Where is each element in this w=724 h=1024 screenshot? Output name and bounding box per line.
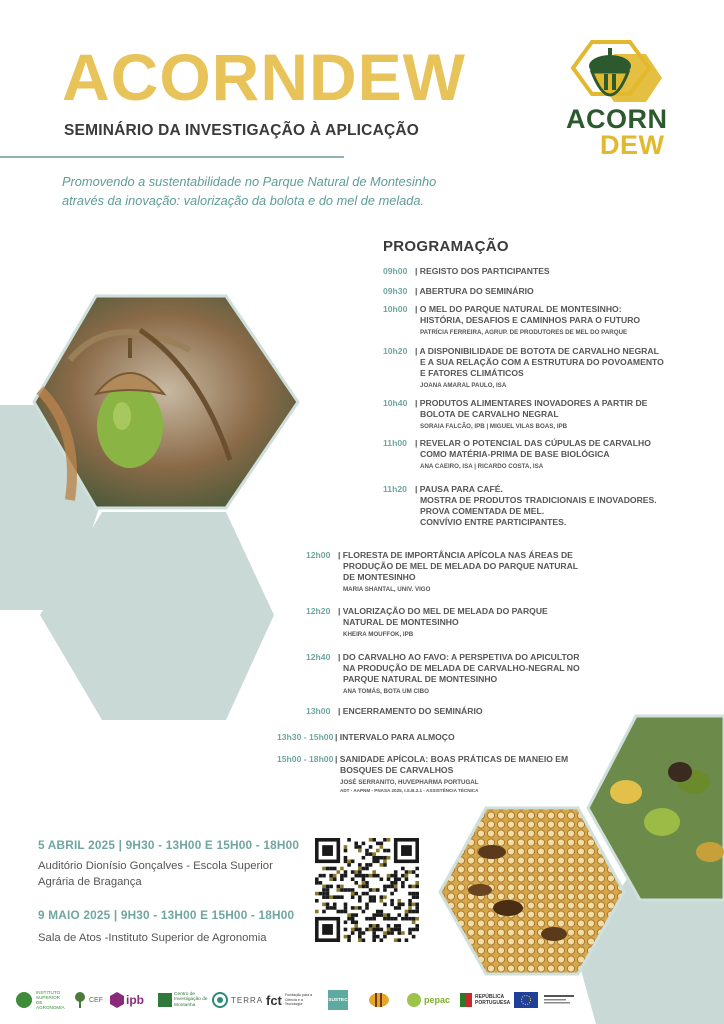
programme-item-title-line: | INTERVALO PARA ALMOÇO bbox=[335, 732, 455, 742]
programme-item-body bbox=[335, 732, 617, 743]
programme-item bbox=[306, 652, 646, 696]
programme-item-time: 15h00 - 18h00 bbox=[277, 754, 334, 764]
programme-item-title-line: CONVÍVIO ENTRE PARTICIPANTES. bbox=[420, 517, 567, 527]
programme-item-title-line: PRODUÇÃO DE MEL DE MELADA DO PARQUE NATURAL bbox=[343, 561, 579, 571]
programme-item bbox=[383, 398, 723, 431]
programme-item-body bbox=[415, 266, 723, 277]
programme-item-time: 12h00 bbox=[306, 550, 331, 560]
sustec-logo: SUSTEC bbox=[328, 990, 348, 1010]
programme-item-title-line: | PRODUTOS ALIMENTARES INOVADORES A PARTIR DE bbox=[415, 398, 648, 408]
programme-item-title-line: | REGISTO DOS PARTICIPANTES bbox=[415, 266, 550, 276]
programme-item-time: 13h00 bbox=[306, 706, 331, 716]
programme-item-speaker: PATRÍCIA FERREIRA, AGRUP. DE PRODUTORES DE MEL DO PARQUE bbox=[420, 329, 628, 336]
programme-item-title-line: | PAUSA PARA CAFÉ. bbox=[415, 484, 503, 494]
programme-item-title-line: BOSQUES DE CARVALHOS bbox=[340, 765, 454, 775]
programme-item-time: 11h00 bbox=[383, 438, 407, 448]
programme-item-body bbox=[335, 754, 617, 794]
programme-item-time: 12h20 bbox=[306, 606, 331, 616]
tagline-line-1: Promovendo a sustentabilidade no Parque Natural de Montesinho bbox=[62, 174, 437, 189]
programme-item-note: ADT - AAPNM - PNASA 2025, I.S.B.2.1 - ASSISTÊNCIA TÉCNICA bbox=[340, 788, 479, 793]
programme-item-speaker: MARIA SHANTAL, UNIV. VIGO bbox=[343, 586, 431, 593]
isa-logo: INSTITUTO SUPERIOR DE AGRONOMIA bbox=[14, 990, 66, 1010]
programme-item-time: 13h30 - 15h00 bbox=[277, 732, 334, 742]
programme-item-title-line: NATURAL DE MONTESINHO bbox=[343, 617, 459, 627]
ipb-logo: ipb bbox=[110, 990, 144, 1010]
event-subtitle: SEMINÁRIO DA INVESTIGAÇÃO À APLICAÇÃO bbox=[64, 122, 420, 139]
programme-item bbox=[383, 484, 723, 528]
programme-item-body bbox=[415, 304, 723, 337]
programme-item-body bbox=[415, 398, 723, 431]
programme-item bbox=[383, 286, 723, 297]
programme-item-body bbox=[338, 606, 646, 639]
programme-item-title-line: COMO MATÉRIA-PRIMA DE BASE BIOLÓGICA bbox=[420, 449, 610, 459]
programme-item-title-line: | ENCERRAMENTO DO SEMINÁRIO bbox=[338, 706, 483, 716]
programme-item-title-line: HISTÓRIA, DESAFIOS E CAMINHOS PARA O FUTURO bbox=[420, 315, 641, 325]
programme-item-title-line: BOLOTA DE CARVALHO NEGRAL bbox=[420, 409, 559, 419]
programme-item-title-line: | O MEL DO PARQUE NATURAL DE MONTESINHO: bbox=[415, 304, 622, 314]
programme-item-title-line: E FATORES CLIMÁTICOS bbox=[420, 368, 524, 378]
cimo-logo: Centro de Investigação de Montanha bbox=[158, 990, 208, 1010]
programme-item-speaker: JOSÉ SERRANITO, HUVEPHARMA PORTUGAL bbox=[340, 779, 479, 786]
logo-word-dew: DEW bbox=[600, 130, 665, 160]
programme-item-time: 10h00 bbox=[383, 304, 408, 314]
tagline bbox=[62, 172, 462, 210]
programme-item bbox=[383, 304, 723, 337]
programme-item bbox=[306, 606, 646, 639]
event-venue-1 bbox=[38, 858, 298, 890]
programme-item-body bbox=[338, 550, 646, 594]
cofinancing-logo bbox=[544, 990, 574, 1010]
partner-logos bbox=[14, 990, 710, 1014]
programme-item-body bbox=[415, 438, 723, 471]
event-venue-1-line-1: Auditório Dionísio Gonçalves - Escola Superior bbox=[38, 860, 273, 872]
event-date-1: 5 ABRIL 2025 | 9H30 - 13H00 E 15H00 - 18H00 bbox=[38, 838, 300, 852]
programme-item-body bbox=[415, 346, 723, 390]
programme-item bbox=[277, 732, 617, 743]
programme-item-title-line: NA PRODUÇÃO DE MELADA DE CARVALHO-NEGRAL NO bbox=[343, 663, 580, 673]
programme-item-time: 10h40 bbox=[383, 398, 408, 408]
programme-item bbox=[383, 346, 723, 390]
programme-item-title-line: PROVA COMENTADA DE MEL. bbox=[420, 506, 545, 516]
programme-item-body bbox=[338, 652, 646, 696]
qr-code-icon[interactable] bbox=[315, 838, 419, 942]
programme-item-title-line: | SANIDADE APÍCOLA: BOAS PRÁTICAS DE MANEIO EM bbox=[335, 754, 569, 764]
hex-photo-group-left bbox=[0, 290, 300, 730]
programme-item-time: 11h20 bbox=[383, 484, 407, 494]
programme-item-speaker: ANA TOMÁS, BOTA UM CIBO bbox=[343, 688, 429, 695]
programme-item-title-line: | VALORIZAÇÃO DO MEL DE MELADA DO PARQUE bbox=[338, 606, 548, 616]
programme-item-title-line: MOSTRA DE PRODUTOS TRADICIONAIS E INOVADORES. bbox=[420, 495, 657, 505]
programme-item bbox=[383, 266, 723, 277]
logo-word-acorn: ACORN bbox=[566, 104, 668, 134]
event-venue-2-line-1: Sala de Atos -Instituto Superior de Agronomia bbox=[38, 932, 267, 944]
event-venue-1-line-2: Agrária de Bragança bbox=[38, 876, 142, 888]
programme-item-title-line: | A DISPONIBILIDADE DE BOTOTA DE CARVALHO NEGRAL bbox=[415, 346, 659, 356]
programme-item-time: 12h40 bbox=[306, 652, 331, 662]
programme-item-speaker: KHEIRA MOUFFOK, IPB bbox=[343, 631, 414, 638]
programme-item-title-line: | DO CARVALHO AO FAVO: A PERSPETIVA DO APICULTOR bbox=[338, 652, 580, 662]
programme-item bbox=[383, 438, 723, 471]
programme-item-title-line: | FLORESTA DE IMPORTÂNCIA APÍCOLA NAS ÁREAS DE bbox=[338, 550, 573, 560]
title-divider bbox=[0, 156, 344, 158]
event-venue-2 bbox=[38, 930, 298, 946]
programme-item-body bbox=[415, 286, 723, 297]
cef-logo: CEF bbox=[72, 990, 103, 1010]
programme-item-time: 09h30 bbox=[383, 286, 408, 296]
programme-item-speaker: ANA CAEIRO, ISA | RICARDO COSTA, ISA bbox=[420, 463, 544, 470]
programme-item bbox=[306, 706, 646, 717]
programme-item-body bbox=[338, 706, 646, 717]
fct-logo: fct Fundação para a Ciência e a Tecnologia bbox=[266, 992, 313, 1008]
eu-flag-icon bbox=[514, 990, 538, 1010]
tagline-line-2: através da inovação: valorização da bolota e do mel de melada. bbox=[62, 193, 425, 208]
programme-item-body bbox=[415, 484, 723, 528]
programme-item-title-line: | REVELAR O POTENCIAL DAS CÚPULAS DE CARVALHO bbox=[415, 438, 651, 448]
programme-heading: PROGRAMAÇÃO bbox=[383, 238, 509, 255]
programme-item-time: 09h00 bbox=[383, 266, 408, 276]
republica-portuguesa-logo: REPÚBLICA PORTUGUESA bbox=[460, 990, 505, 1010]
programme-item bbox=[277, 754, 617, 794]
programme-item bbox=[306, 550, 646, 594]
event-date-2: 9 MAIO 2025 | 9H30 - 13H00 E 15H00 - 18H00 bbox=[38, 908, 295, 922]
programme-item-speaker: SORAIA FALCÃO, IPB | MIGUEL VILAS BOAS, IPB bbox=[420, 423, 568, 430]
programme-item-title-line: E A SUA RELAÇÃO COM A ESTRUTURA DO POVOAMENTO bbox=[420, 357, 664, 367]
programme-item-title-line: DE MONTESINHO bbox=[343, 572, 416, 582]
pepac-logo: pepac bbox=[406, 990, 450, 1010]
terra-logo: TERRA bbox=[212, 990, 263, 1010]
bee-logo-icon bbox=[366, 990, 392, 1010]
programme-item-title-line: PARQUE NATURAL DE MONTESINHO bbox=[343, 674, 498, 684]
programme-item-title-line: | ABERTURA DO SEMINÁRIO bbox=[415, 286, 534, 296]
event-title: ACORNDEW bbox=[62, 40, 466, 114]
programme-item-speaker: JOANA AMARAL PAULO, ISA bbox=[420, 382, 507, 389]
programme-item-time: 10h20 bbox=[383, 346, 408, 356]
